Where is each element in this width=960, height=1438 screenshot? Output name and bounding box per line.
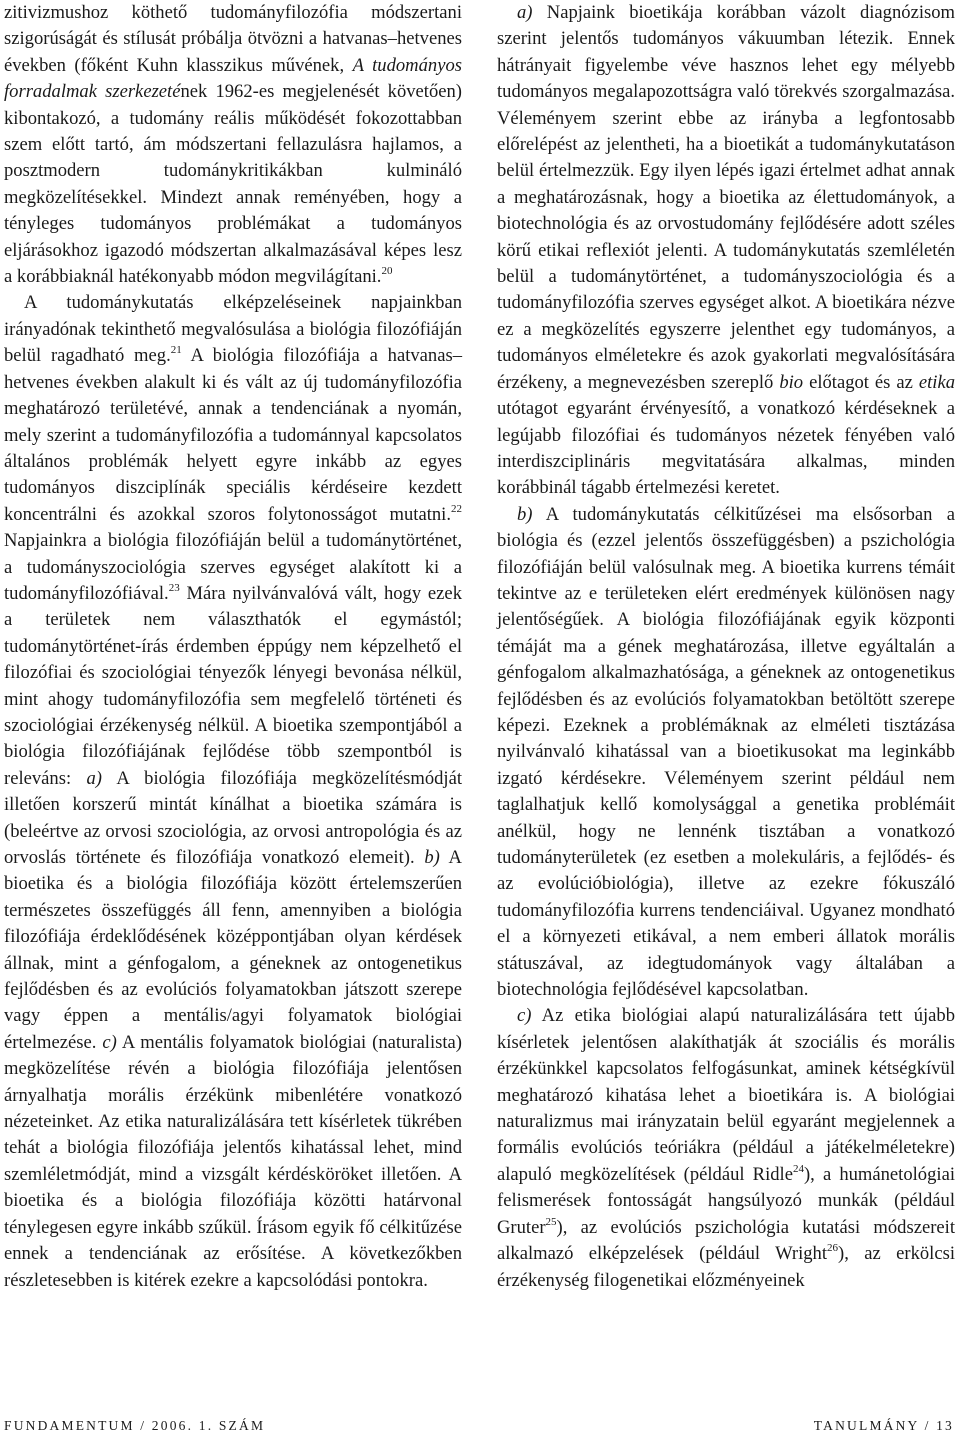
text-run: Napjainkra a biológia filozófiáján belül a tudománytörténet, a tudományszociológia szerves egységet alakított ki a tudományfilozófiával. <box>4 530 462 604</box>
text-run: Napjaink bioetikája korábban vázolt diagnózisom szerint jelentős tudományos vákuumban létezik. Ennek hátrányait figyelembe véve hasznos lehet egy mélyebb tudományos megalapozottságra való törekvés szorgalmazása. Véleményem szerint ebbe az irányba a legfontosabb előrelépést az jelentheti, ha a bioetikát a tudománykutatáson belül értelmezzük. Egy ilyen lépés igazi értelmet adhat annak a meghatározásnak, hogy a bioetika az élettudományok, a biotechnológia és az orvostudomány fejlődésére adott széles körű etikai reflexiót jelenti. A tudománykutatás szemléletén belül a tudománytörténet, a tudományszociológia és a tudományfilozófia szerves egységet alkot. A bioetikára nézve ez a megközelítés egyszerre jelenthet egy tudományos, a tudományos elméletekre és azok gyakorlati megvalósítására érzékeny, a megnevezésben szereplő <box>497 2 955 393</box>
text-run: nek 1962-es megjelenését követően) kibontakozó, a tudomány reális működését fokozottabban szem előtt tartó, ám módszertani fellazulásra hajlamos, a posztmodern tudománykritikákban kulmináló megközelítésekkel. Mindezt annak reményében, hogy a tényleges tudományos problémákat a tudományos eljárásokhoz igazodó módszertan alkalmazásával képes lesz a korábbiaknál hatékonyabb módon megvilágítani. <box>4 81 462 288</box>
paragraph <box>4 290 462 1293</box>
text-run: A bioetika és a biológia filozófiája között értelemszerűen természetes összefüggés áll fenn, amennyiben a biológia filozófiája érdeklődésének középpontjában olyan kérdések állnak, mint a génfogalom, a géneknek az ontogenetikus fejlődésben és az evolúciós folyamatokban játszott szerepe vagy éppen a mentális/agyi folyamatok biológiai értelmezése. <box>4 847 462 1053</box>
text-run: A biológia filozófiája a hatvanas–hetvenes években alakult ki és vált az új tudományfilozófia meghatározó területévé, annak a tendenciának a nyomán, mely szerint a tudományfilozófia a tudománnyal kapcsolatos általános problémák helyett egyre inkább az egyes tudományos diszciplínák speciális kérdéseire kezdett koncentrálni és azokkal szoros folytonosságot mutatni. <box>4 345 462 525</box>
footnote-ref: 22 <box>451 502 462 515</box>
text-run: A biológia filozófiája megközelítésmódját illetően korszerű mintát kínálhat a bioetika számára is (beleértve az orvosi szociológia, az orvosi antropológia és az orvoslás története és filozófiája vonatkozó elemeit). <box>4 767 462 868</box>
paragraph <box>497 502 955 1004</box>
italic-text: c) <box>517 1005 532 1027</box>
italic-text: b) <box>517 503 533 525</box>
footnote-ref: 23 <box>168 581 180 594</box>
footnote-ref: 20 <box>381 264 393 277</box>
right-text-column <box>497 0 955 1294</box>
italic-text: bio <box>779 371 804 393</box>
left-text-column <box>4 0 462 1294</box>
text-run: előtagot és az <box>803 371 919 393</box>
text-run: A mentális folyamatok biológiai (naturalista) megközelítése révén a biológia filozófiája jelentősen árnyalhatja morális érzékünk mibenlétére vonatkozó nézeteinket. Az etika naturalizálására tett kísérletek tükrében tehát a biológia filozófiája jelentős kihatással lehet, mind szemléletmódját, mind a vizsgált kérdésköröket illetően. A bioetika és a biológia filozófiája közötti határvonal ténylegesen egyre inkább szűkül. Írásom egyik fő célkitűzése ennek a tendenciának az erősítése. A következőkben részletesebben is kitérek ezekre a kapcsolódási pontokra. <box>4 1031 462 1291</box>
italic-text: A tudományos forradalmak szerkezeté <box>4 54 462 103</box>
footnote-ref: 25 <box>545 1215 557 1228</box>
text-run: zitivizmushoz köthető tudományfilozófia módszertani szigorúságát és stílusát próbálja ötvözni a hatvanas–hetvenes években (főként Kuhn klasszikus művének, <box>4 2 462 76</box>
text-run: A tudománykutatás célkitűzései ma elsősorban a biológia és (ezzel jelentős összefüggésben) a pszichológia filozófiáján belül valósulnak meg. A bioetika kurrens témáit tekintve az e területeken elért eredmények különösen nagy jelentőségűek. A biológia filozófiájának egyik központi témáját ma a gének meghatározása, illetve egyáltalán a génfogalom alkalmazhatósága, a géneknek az ontogenetikus fejlődésben és az evolúciós folyamatokban betöltött szerepe képezi. Ezeknek a problémáknak az elméleti tisztázása nyilvánvaló kihatással van a bioetikusokat ma leginkább izgató kérdésekre. Véleményem szerint például nem taglalhatjuk kellő komolysággal a genetika problémáit anélkül, hogy ne lennénk tisztában a vonatkozó tudományterületek (ez esetben a molekuláris, a fejlődés- és az evolúcióbiológia), illetve az ezekre fókuszáló tudományfilozófia kurrens tendenciáival. Ugyanez mondható el a környezeti etikával, a nem emberi állatok morális státuszával, az idegtudományok vagy általában a biotechnológia fejlődésével kapcsolatban. <box>497 503 955 1001</box>
text-run: ), az evolúciós pszichológia kutatási módszereit alkalmazó elképzelések (például Wright <box>497 1216 955 1265</box>
paragraph <box>4 0 462 290</box>
section-page-number: TANULMÁNY / 13 <box>813 1418 954 1433</box>
paragraph <box>497 0 955 502</box>
footnote-ref: 24 <box>792 1162 804 1175</box>
italic-text: etika <box>918 371 956 393</box>
text-run: ), az erkölcsi érzékenység filogenetikai előzményeinek <box>497 1243 955 1291</box>
text-run: Mára nyilvánvalóvá vált, hogy ezek a területek nem választhatók el egymástól; tudománytörténet-írás érdemben éppúgy nem képzelhető el filozófiai és szociológiai tényezők lényegi bevonása nélkül, mint ahogy tudományfilozófia sem megfelelő történeti és szociológiai érzékenység nélkül. A bioetika szempontjából a biológia filozófiájának fejlődése több szempontból is releváns: <box>4 582 462 789</box>
text-run: utótagot egyaránt érvényesítő, a vonatkozó kérdéseknek a legújabb filozófiai és tudományos nézetek fényében való interdiszciplináris megvitatására alkalmas, minden korábbinál tágabb értelmezési keretet. <box>497 398 955 499</box>
italic-text: a) <box>86 767 102 789</box>
footnote-ref: 21 <box>170 344 182 357</box>
italic-text: b) <box>424 847 440 868</box>
journal-footer: FUNDAMENTUM / 2006. 1. SZÁM <box>4 1418 266 1433</box>
text-run: Az etika biológiai alapú naturalizálására tett újabb kísérletek jelentősen alakíthatják át szociális és morális érzékünkkel kapcsolatos felfogásunkat, aminek kétségkívül meghatározó kihatása lehet a bioetikára is. A biológiai naturalizmus mai irányzatain belül egyaránt megjelennek a formális evolúciós teóriákra (például a játékelméletekre) alapuló megközelítések (például Ridle <box>497 1005 955 1185</box>
italic-text: c) <box>102 1031 117 1053</box>
footnote-ref: 26 <box>827 1241 839 1254</box>
text-run: A tudománykutatás elképzeléseinek napjainkban irányadónak tekinthető megvalósulása a biológia filozófiáján belül ragadható meg. <box>4 292 462 367</box>
paragraph <box>497 1003 955 1293</box>
text-run: ), a humánetológiai felismerések fontosságát hangsúlyozó munkák (például Gruter <box>497 1163 955 1238</box>
italic-text: a) <box>517 2 533 23</box>
